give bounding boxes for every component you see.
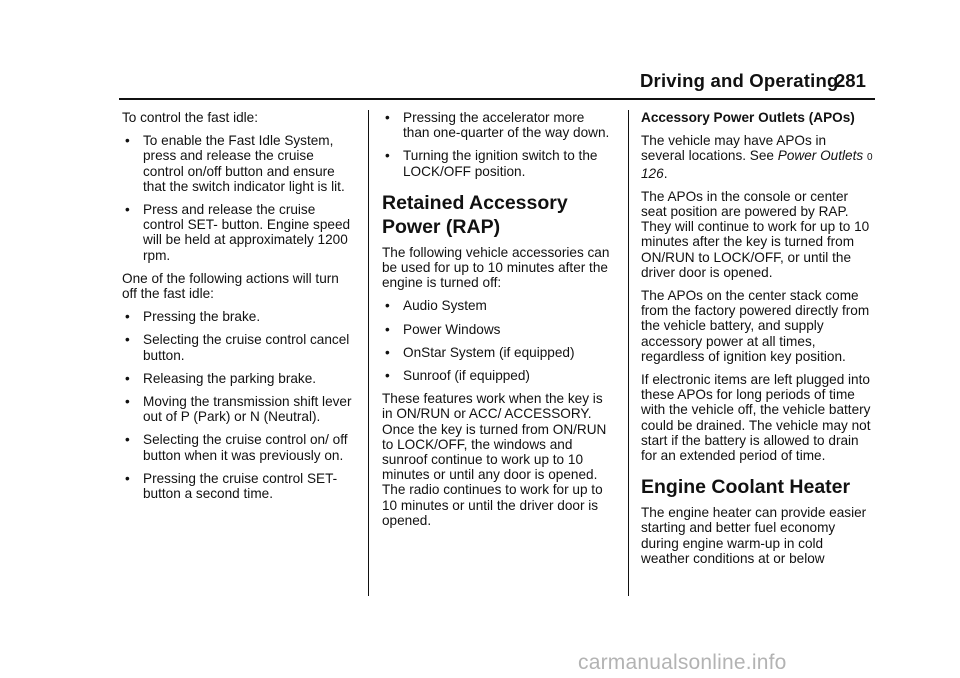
watermark: carmanualsonline.info — [578, 651, 787, 674]
paragraph: One of the following actions will turn off the fast idle: — [122, 270, 339, 302]
header-rule — [119, 98, 875, 100]
bullet-text: Pressing the brake. — [143, 309, 261, 325]
intro-paragraph: To control the fast idle: — [122, 110, 259, 125]
bullet-icon: • — [125, 133, 130, 149]
bullet-item — [122, 371, 354, 386]
page-ref-number[interactable]: 126 — [641, 165, 664, 181]
bullet-item — [122, 309, 354, 324]
bullet-icon: • — [385, 110, 390, 125]
bullet-list — [122, 309, 354, 501]
bullet-icon: • — [125, 309, 130, 325]
bullet-item — [122, 432, 354, 462]
bullet-item — [122, 471, 354, 501]
bullet-icon: • — [385, 368, 390, 384]
page-header — [0, 70, 960, 100]
bullet-list — [382, 110, 614, 179]
section-heading: Engine Coolant Heater — [641, 476, 851, 499]
page-number: 281 — [835, 70, 866, 91]
power-outlets-link[interactable]: Power Outlets — [777, 148, 864, 164]
bullet-text: Moving the transmission shift lever out of P (Park) or N (Neutral). — [143, 394, 352, 425]
bullet-item — [122, 394, 354, 424]
bullet-text: Releasing the parking brake. — [143, 370, 317, 386]
bullet-text: Audio System — [403, 298, 487, 314]
bullet-item — [122, 202, 354, 263]
column-divider — [368, 110, 369, 596]
bullet-text: Turning the ignition switch to the LOCK/OFF position. — [403, 148, 598, 179]
bullet-item — [382, 322, 614, 337]
section-heading: Retained Accessory Power (RAP) — [382, 191, 568, 238]
bullet-list — [122, 133, 354, 263]
bullet-text: To enable the Fast Idle System, press and release the cruise control on/off button and ensure that the switch indicator light is lit. — [143, 133, 345, 194]
paragraph: The engine heater can provide easier starting and better fuel economy during engine warm-up in cold weather conditions at or below — [641, 505, 867, 566]
bullet-icon: • — [125, 202, 130, 218]
column-divider — [628, 110, 629, 596]
bullet-text: Power Windows — [403, 321, 501, 337]
page-ref-arrow-icon: 0 — [866, 152, 873, 164]
section-title: Driving and Operating — [640, 70, 839, 91]
paragraph: If electronic items are left plugged into these APOs for long periods of time with the vehicle off, the vehicle battery could be drained. The vehicle may not start if the battery is allowed to drain for an extended period of time. — [641, 372, 871, 464]
bullet-icon: • — [125, 332, 130, 348]
column-1 — [122, 110, 354, 509]
column-2 — [382, 110, 614, 536]
paragraph: These features work when the key is in ON/RUN or ACC/ ACCESSORY. Once the key is turned from ON/RUN to LOCK/OFF, the windows and sunroof continue to work up to 10 minutes or until any door is opened. The radio continues to work for up to 10 minutes or until the driver door is opened. — [382, 391, 607, 528]
bullet-icon: • — [125, 432, 130, 448]
bullet-icon: • — [125, 370, 130, 386]
bullet-icon: • — [385, 321, 390, 337]
bullet-text: Pressing the accelerator more than one-quarter of the way down. — [403, 110, 610, 141]
bullet-item — [382, 345, 614, 360]
bullet-icon: • — [385, 148, 390, 164]
bullet-item — [382, 368, 614, 383]
bullet-text: Sunroof (if equipped) — [403, 368, 530, 384]
bullet-text: Selecting the cruise control on/ off button when it was previously on. — [143, 432, 348, 463]
paragraph: The APOs in the console or center seat position are powered by RAP. They will continue to work for up to 10 minutes after the key is turned from ON/RUN to LOCK/OFF, or until the driver door is opened. — [641, 188, 870, 280]
bullet-text: Pressing the cruise control SET- button a second time. — [143, 470, 338, 502]
paragraph-text: The vehicle may have APOs in several locations. See — [641, 133, 827, 164]
subheading: Accessory Power Outlets (APOs) — [641, 110, 855, 125]
paragraph: The following vehicle accessories can be used for up to 10 minutes after the engine is turned off: — [382, 244, 610, 291]
bullet-item — [122, 133, 354, 194]
sentence-end: . — [663, 165, 668, 181]
bullet-icon: • — [125, 394, 130, 410]
paragraph-with-reference — [641, 133, 873, 181]
bullet-item — [382, 148, 614, 178]
bullet-icon: • — [125, 470, 130, 486]
paragraph: The APOs on the center stack come from the factory powered directly from the vehicle battery, and supply accessory power at all times, regardless of ignition key position. — [641, 288, 870, 364]
bullet-text: Selecting the cruise control cancel button. — [143, 332, 350, 363]
bullet-item — [122, 332, 354, 362]
bullet-text: OnStar System (if equipped) — [403, 344, 575, 360]
bullet-list — [382, 298, 614, 383]
bullet-icon: • — [385, 298, 390, 314]
bullet-item — [382, 298, 614, 313]
column-3 — [641, 110, 873, 574]
bullet-item — [382, 110, 614, 140]
bullet-text: Press and release the cruise control SET- button. Engine speed will be held at approximately 1200 rpm. — [143, 202, 351, 263]
bullet-icon: • — [385, 344, 390, 360]
